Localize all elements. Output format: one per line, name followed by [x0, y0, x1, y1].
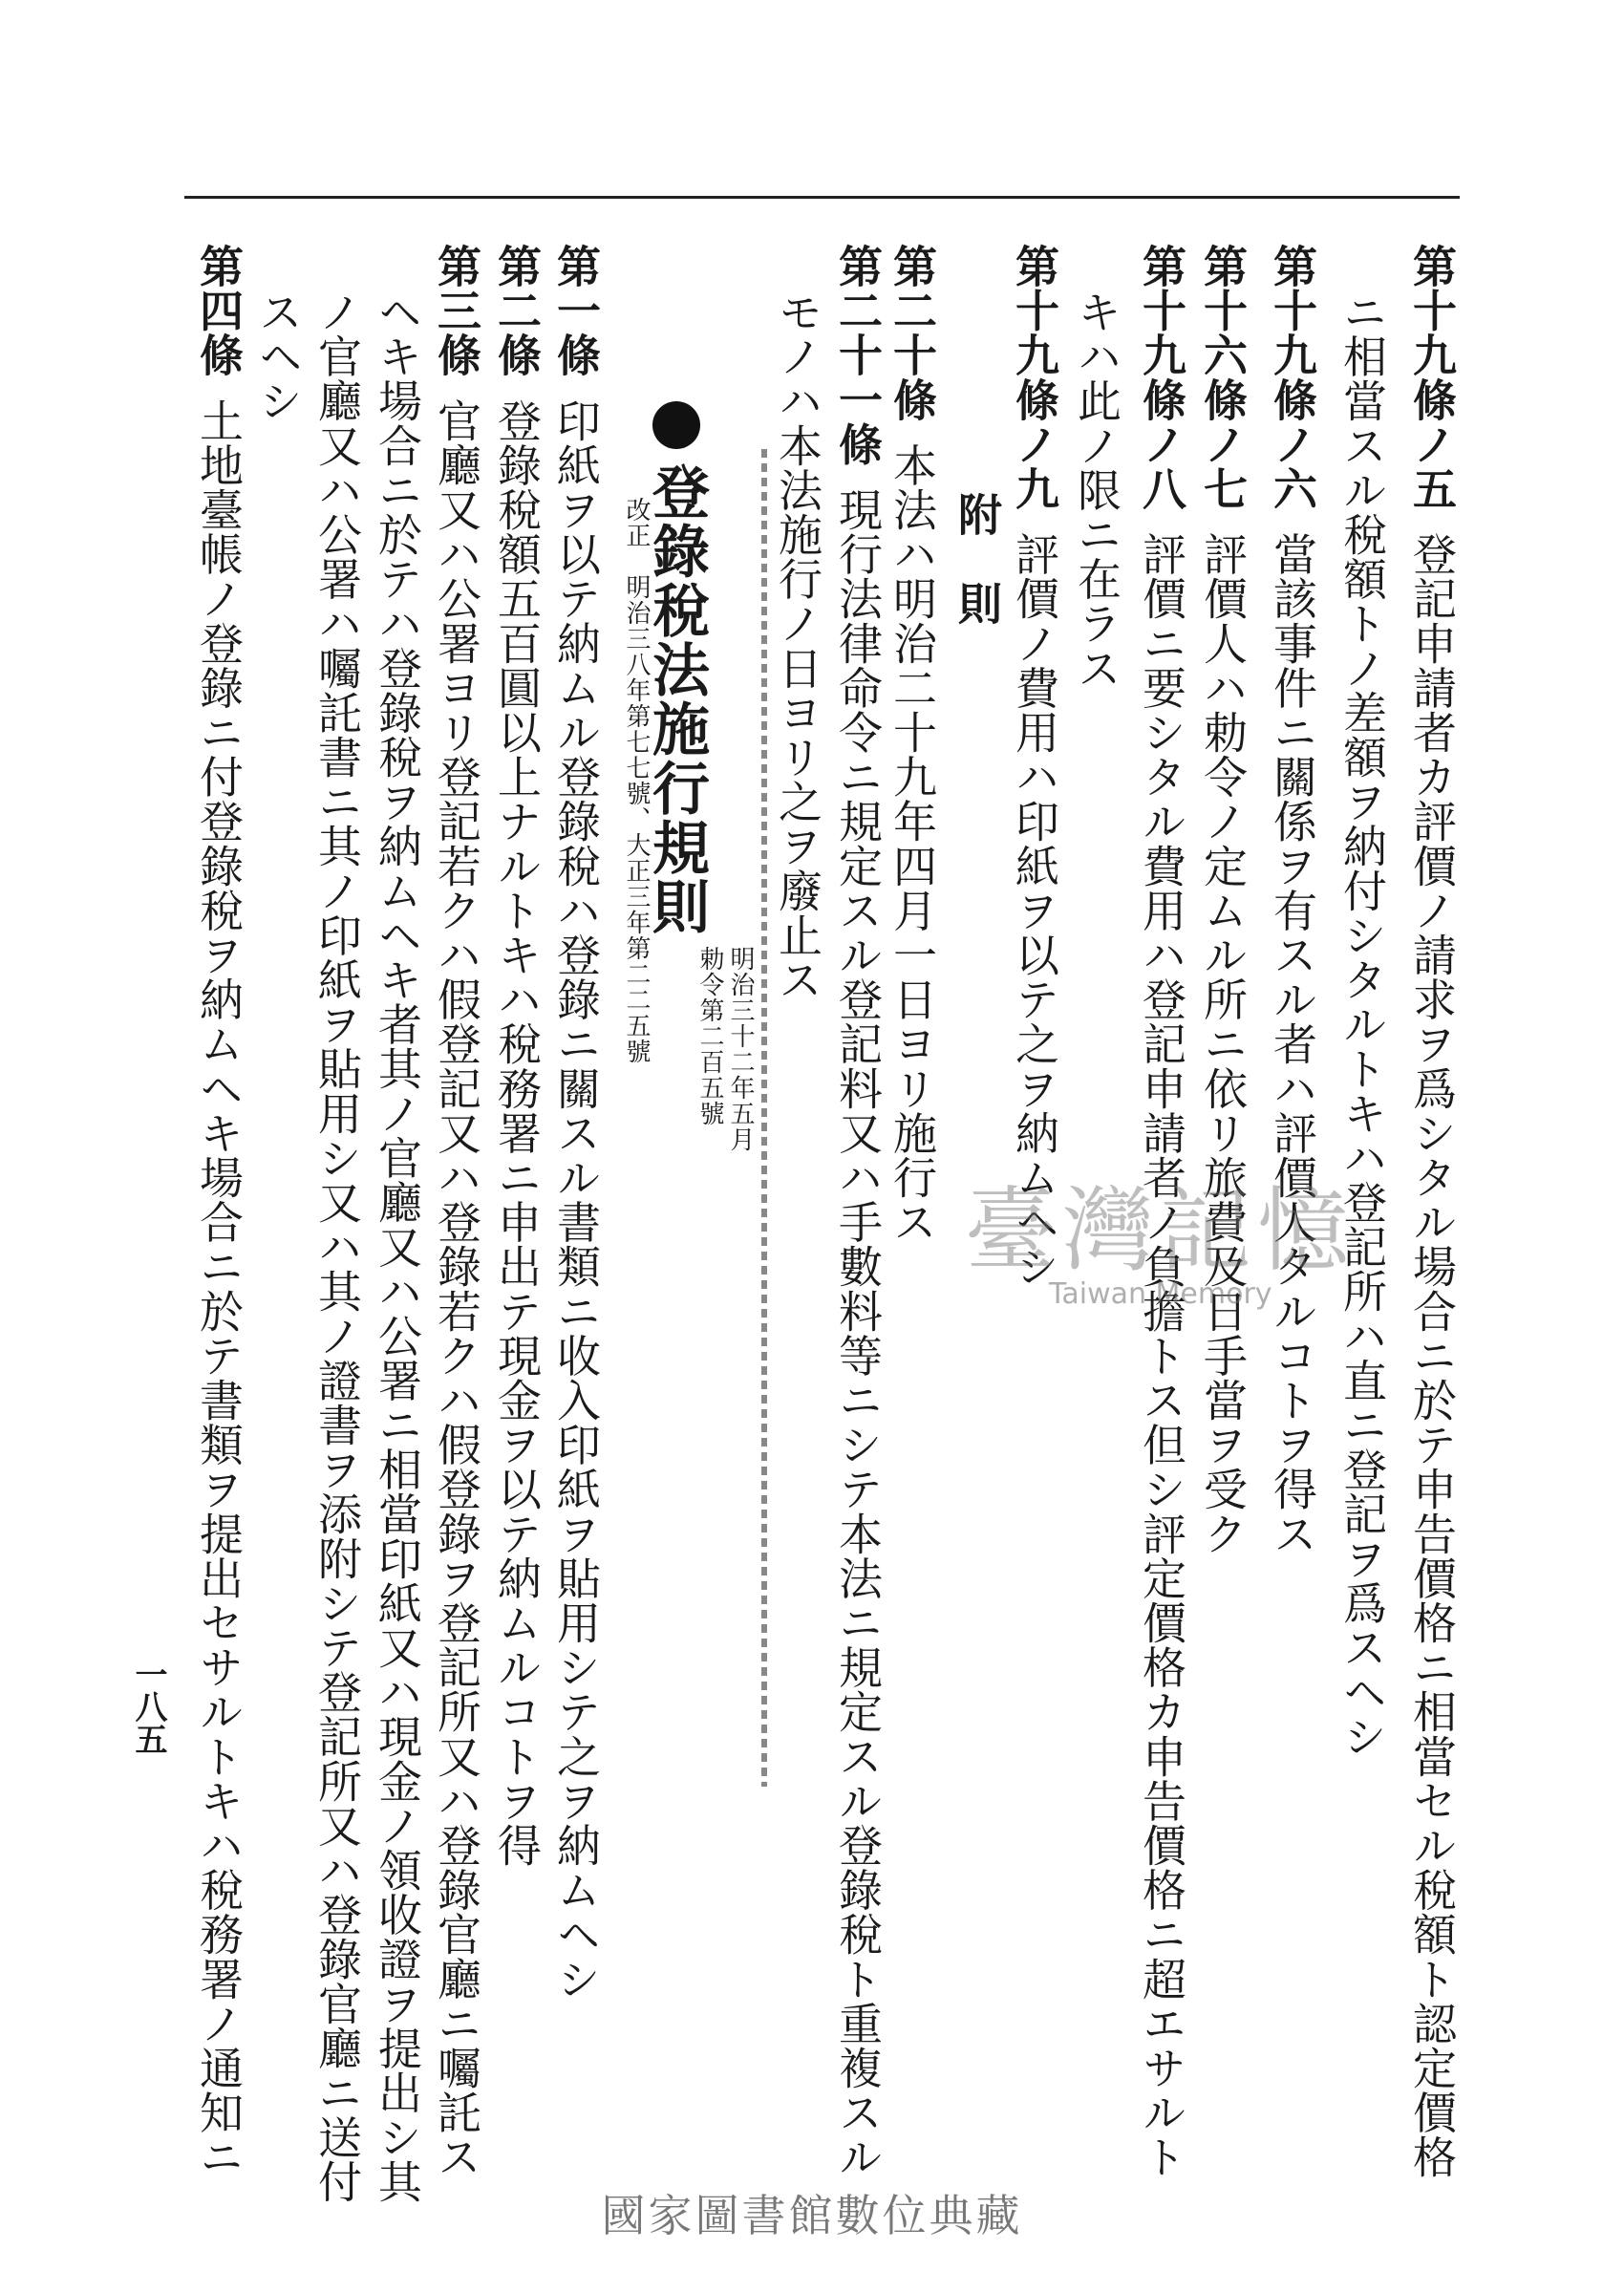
article-heading: 第十九條ノ八	[1136, 244, 1187, 511]
article-heading: 第一條	[550, 244, 602, 377]
article-text: 評價ニ要シタル費用ハ登記申請者ノ負擔トス但シ評定價格カ申告價格ニ超エサルト	[1136, 531, 1187, 2179]
bullet-icon	[652, 401, 700, 449]
text-column	[1406, 244, 1458, 2179]
article-text: 土地臺帳ノ登錄ニ付登錄稅ヲ納ムヘキ場合ニ於テ書類ヲ提出セサルトキハ稅務署ノ通知ニ	[193, 397, 245, 2179]
article-text: 評價人ハ勅令ノ定ムル所ニ依リ旅費及日手當ヲ受ク	[1197, 531, 1249, 1556]
watermark-logo: 臺灣記憶	[965, 1177, 1355, 1284]
text-column	[311, 289, 363, 2204]
text-column	[772, 289, 823, 1002]
article-heading: 第四條	[193, 244, 245, 377]
article-text: ニ相當スル稅額トノ差額ヲ納付シタルトキハ登記所ハ直ニ登記ヲ爲スヘシ	[1336, 289, 1388, 1759]
text-column	[550, 244, 602, 2002]
article-heading: 第十六條ノ七	[1197, 244, 1249, 511]
article-text: 登錄稅額五百圓以上ナルトキハ稅務署ニ申出テ現金ヲ以テ納ムルコトヲ得	[491, 397, 543, 1868]
enactment-date: 明治三十二年五月	[726, 946, 755, 1152]
article-heading: 第十九條ノ五	[1406, 244, 1458, 511]
article-text: 現行法律命令ニ規定スル登記料又ハ手數料等ニシテ本法ニ規定スル登錄稅ト重複スル	[832, 487, 884, 2179]
article-heading: 第二條	[491, 244, 543, 377]
article-heading: 第十九條ノ九	[1009, 244, 1060, 511]
regulation-title	[643, 401, 710, 936]
text-column	[1197, 244, 1249, 1556]
watermark-subtitle: Taiwan Memory	[1049, 1277, 1272, 1311]
amendment-text: 改正 明治三八年第七七號、大正三年第二二五號	[622, 497, 651, 1064]
enactment-ordinance: 勅令第二百五號	[695, 946, 724, 1126]
article-text: 本法ハ明治二十九年四月一日ヨリ施行ス	[887, 442, 938, 1245]
article-heading: 第二十一條	[832, 244, 884, 466]
text-column	[1336, 289, 1388, 1759]
amendment-note	[624, 497, 649, 1064]
article-text: 印紙ヲ以テ納ムル登錄稅ハ登錄ニ關スル書類ニ收入印紙ヲ貼用シテ之ヲ納ムヘシ	[550, 397, 602, 2002]
text-column	[193, 244, 245, 2179]
text-column	[491, 244, 543, 1868]
text-column	[431, 244, 482, 2179]
text-column	[1267, 244, 1318, 1556]
text-column	[252, 289, 304, 423]
regulation-title-text: 登錄稅法施行規則	[643, 462, 710, 936]
page-number: 一八五	[129, 1658, 167, 1755]
text-column	[887, 244, 938, 1245]
wavy-divider	[761, 449, 767, 1787]
enactment-line	[697, 946, 722, 1126]
top-rule	[184, 196, 1460, 199]
article-heading: 第十九條ノ六	[1267, 244, 1318, 511]
article-text: スヘシ	[252, 289, 304, 423]
article-text: 當該事件ニ關係ヲ有スル者ハ評價人タルコトヲ得ス	[1267, 531, 1318, 1556]
text-column	[1071, 289, 1122, 691]
supplementary-heading	[951, 492, 1003, 626]
article-text: ヘキ場合ニ於テハ登錄稅ヲ納ムヘキ者其ノ官廳又ハ公署ニ相當印紙又ハ現金ノ領收證ヲ提出シ其	[372, 289, 423, 2204]
article-text: 評價ノ費用ハ印紙ヲ以テ之ヲ納ムヘシ	[1009, 531, 1060, 1289]
supplementary-label: 附 則	[951, 492, 1003, 626]
article-text: キハ此ノ限ニ在ラス	[1071, 289, 1122, 691]
text-column	[832, 244, 884, 2179]
article-heading: 第三條	[431, 244, 482, 377]
article-text: 登記申請者カ評價ノ請求ヲ爲シタル場合ニ於テ申告價格ニ相當セル稅額ト認定價格	[1406, 531, 1458, 2179]
article-text: 官廳又ハ公署ヨリ登記若クハ假登記又ハ登錄若クハ假登錄ヲ登記所又ハ登錄官廳ニ囑託ス	[431, 397, 482, 2179]
text-column	[1009, 244, 1060, 1289]
footer-credit: 國家圖書館數位典藏	[601, 2190, 1023, 2241]
article-text: ノ官廳又ハ公署ハ囑託書ニ其ノ印紙ヲ貼用シ又ハ其ノ證書ヲ添附シテ登記所又ハ登錄官廳ニ送付	[311, 289, 363, 2204]
article-heading: 第二十條	[887, 244, 938, 422]
enactment-line	[728, 946, 753, 1152]
text-column	[372, 289, 423, 2204]
article-text: モノハ本法施行ノ日ヨリ之ヲ廢止ス	[772, 289, 823, 1002]
